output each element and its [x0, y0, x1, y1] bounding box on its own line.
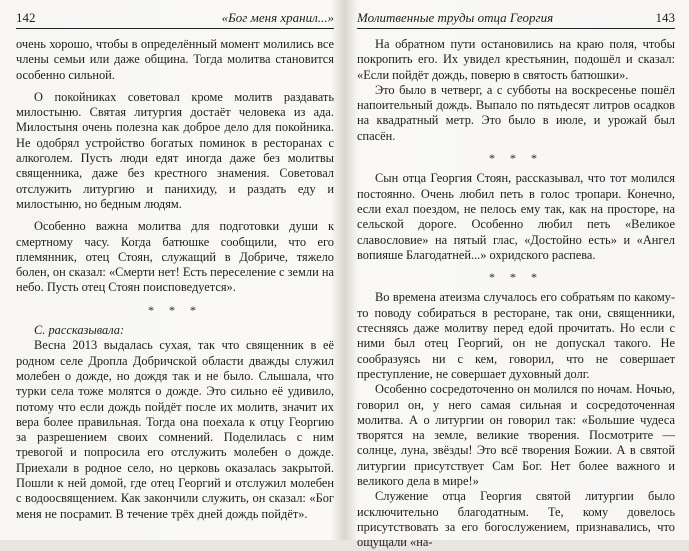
paragraph: Во времена атеизма случалось его собратьям по какому-то поводу собираться в ресторане, так они, священники, стесняясь даже молитву перед едой прочитать. Но если с ними был отец Георгий, он не допускал такого. Не сообразуясь ни с кем, говорил, что не совершает преступление, не совершает духовный долг. — [357, 290, 675, 381]
running-title: «Бог меня хранил...» — [221, 10, 334, 25]
running-title: Молитвенные труды отца Георгия — [357, 10, 554, 25]
right-page-header — [357, 10, 675, 29]
paragraph: очень хорошо, чтобы в определённый момент молились все члены семьи или даже община. Тогда молитва становится особенно сильной. — [16, 37, 334, 82]
page-number: 142 — [16, 10, 36, 25]
paragraph: Особенно сосредоточенно он молился по ночам. Ночью, говорил он, у него самая сильная и сосредоточенная молитва. А о литургии он говорил так: «Большие чудеса творятся на земле, великие творения. Посмотрите — солнце, луна, звёзды! Это всё творения Божии. А в святой литургии присутствует Сам Бог. Нет более важного и великого дела в мире!» — [357, 382, 675, 489]
left-page-header — [16, 10, 334, 29]
paragraph: Это было в четверг, а с субботы на воскресенье пошёл напоительный дождь. Выпало по пятьдесят литров осадков на квадратный метр. Это было в июле, и урожай был спасён. — [357, 82, 675, 143]
paragraph: О покойниках советовал кроме молитв раздавать милостыню. Святая литургия достаёт человека из ада. Милостыня очень полезна как доброе дело для покойника. Не одобрял устройство богатых поминок в ресторанах с алкоголем. Пусть люди едят иногда даже без молитвы священника, даже без крестного знамения. Советовал отслужить литургию и панихиду, и раздать еду и милостыню, но бедным людям. — [16, 89, 334, 211]
paragraph: Служение отца Георгия святой литургии было исключительно благодатным. Те, кому довелось присутствовать за его богослужением, признавались, что ощущали «на- — [357, 489, 675, 550]
section-separator: * * * — [148, 302, 202, 317]
left-page — [0, 0, 344, 540]
right-page — [345, 0, 689, 550]
paragraph: Особенно важна молитва для подготовки души к смертному часу. Когда батюшке сообщили, что его племянник, отец Стоян, служащий в Добриче, тяжело болен, он сказал: «Смерти нет! Есть переселение с земли на небо. Пусть отец Стоян поисповедуется». — [16, 219, 334, 295]
paragraph: На обратном пути остановились на краю поля, чтобы покропить его. Их увидел крестьянин, подошёл и сказал: «Если пойдёт дождь, поверю в святость батюшки». — [357, 37, 675, 82]
paragraph: Сын отца Георгия Стоян, рассказывал, что тот молился постоянно. Очень любил петь в голос тропари. Конечно, если ехал поездом, не пелось ему так, как на просторе, на сельской дороге. Особенно любил петь «Великое славословие» на пятый глас, «Достойно есть» и «Ангел вопияше Благодатней...» охридского распева. — [357, 171, 675, 262]
left-page-body — [16, 37, 334, 522]
page-number: 143 — [655, 10, 675, 25]
paragraph: Весна 2013 выдалась сухая, так что священник в её родном селе Дропла Добричской области дважды служил молебен о дожде, но дождя так и не было. Слышала, что турки села тоже молятся о дожде. Это сильно её удивило, потому что если дождь пойдёт после их молитв, значит их вера более правильная. Тогда она поехала к отцу Георгию за разрешением своих сомнений. Поделилась с ним тревогой и попросила его отслужить молебен о дожде. Приехали в родное село, но церковь оказалась закрытой. Пошли к ней домой, где отец Георгий и отслужил молебен с водоосвящением. Как закончили служить, он сказал: «Бог меня не посрамит. В течение трёх дней дождь пойдёт». — [16, 338, 334, 521]
right-page-body — [357, 37, 675, 551]
section-separator: * * * — [489, 270, 543, 285]
speaker-line: С. рассказывала: — [34, 323, 125, 338]
section-separator: * * * — [489, 151, 543, 166]
